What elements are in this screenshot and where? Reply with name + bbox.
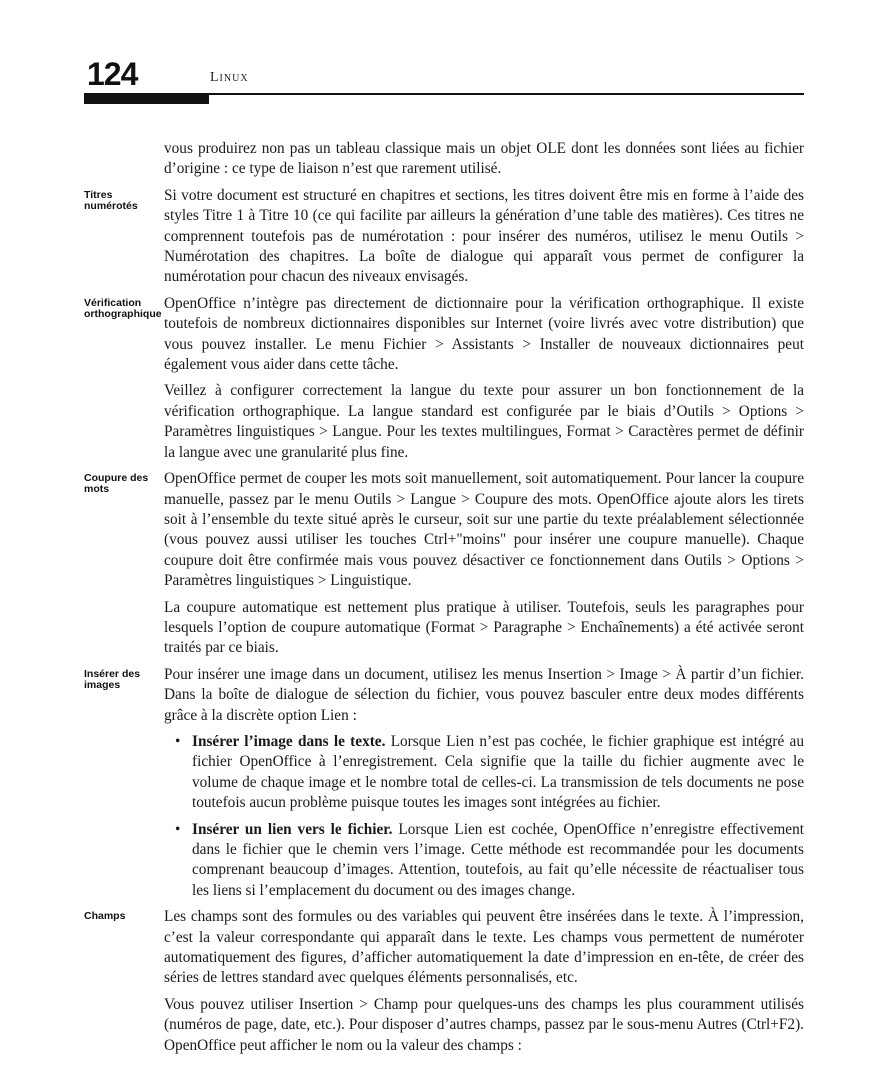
paragraph: Les champs sont des formules ou des variables qui peuvent être insérées dans le texte. À l’impression, c’est la valeur correspondante qui apparaît dans le texte. Les champs vous permettent de numéroter automatiquement des figures, d’afficher automatiquement la date d’impression en en-tête, de créer des séries de lettres standard avec quelques éléments personnalisés, etc. <box>164 908 804 987</box>
margin-note-champs: Champs <box>84 910 126 923</box>
block-champs <box>84 907 804 1056</box>
margin-note-verification: Vérification orthographique <box>84 296 162 320</box>
paragraph: vous produirez non pas un tableau classique mais un objet OLE dont les données sont liées au fichier d’origine : ce type de liaison n’est que rarement utilisé. <box>164 140 804 178</box>
margin-note-coupure: Coupure des mots <box>84 472 149 496</box>
block-inserer-des-images <box>84 665 804 901</box>
list-item <box>175 820 804 902</box>
paragraph: OpenOffice n’intègre pas directement de dictionnaire pour la vérification orthographique. Il existe toutefois de nombreux dictionnaires disponibles sur Internet (voire livrés avec votre distribution) que vous pouvez installer. Le menu Fichier > Assistants > Installer de nouveaux dictionnaires peut également vous aider dans cette tâche. <box>164 294 804 374</box>
bullet-list <box>164 732 804 901</box>
paragraph: Vous pouvez utiliser Insertion > Champ pour quelques-uns des champs les plus couramment utilisés (numéros de page, date, etc.). Pour disposer d’autres champs, passez par le sous-menu Autres (Ctrl+F2). OpenOffice peut afficher le nom ou la valeur des champs : <box>164 995 804 1054</box>
bullet-lead: Insérer l’image dans le texte. <box>192 732 386 750</box>
page-header <box>84 48 804 108</box>
paragraph: OpenOffice permet de couper les mots soit manuellement, soit automatiquement. Pour lancer la coupure manuelle, passez par le menu Outils > Langue > Coupure des mots. OpenOffice ajoute alors les tirets soit à l’ensemble du texte situé après le curseur, soit sur une partie du texte préalablement sélectionnée (vous pouvez aussi utiliser les touches Ctrl+"moins" pour insérer une coupure manuelle). Chaque coupure doit être confirmée mais vous pouvez désactiver ce fonctionnement dans Outils > Options > Paramètres linguistiques > Linguistique. <box>164 470 804 590</box>
bullet-icon: • <box>175 820 181 838</box>
bullet-text: Lorsque Lien n’est pas cochée, le fichier graphique est intégré au fichier OpenOffice à l’enregistrement. Cela signifie que la taille du fichier augmente avec le volume de chaque image et le nombre total de celles-ci. La transmission de tels documents ne pose toutefois aucun problème puisque toutes les images sont intégrées au fichier. <box>192 732 804 812</box>
list-item <box>175 732 804 814</box>
paragraph: Pour insérer une image dans un document, utilisez les menus Insertion > Image > À partir d’un fichier. Dans la boîte de dialogue de sélection du fichier, vous pouvez basculer entre deux modes différents grâce à la discrète option Lien : <box>164 665 804 724</box>
paragraph: Veillez à configurer correctement la langue du texte pour assurer un bon fonctionnement de la vérification orthographique. La langue standard est configurée par le biais d’Outils > Options > Paramètres linguistiques > Langue. Pour les textes multilingues, Format > Caractères permet de définir la langue avec une granularité plus fine. <box>164 382 804 461</box>
bullet-lead: Insérer un lien vers le fichier. <box>192 820 393 838</box>
margin-note-images: Insérer des images <box>84 667 141 691</box>
paragraph: La coupure automatique est nettement plus pratique à utiliser. Toutefois, seuls les paragraphes pour lesquels l’option de coupure automatique (Format > Paragraphe > Enchaînements) a été activée seront traités par ce biais. <box>164 598 804 657</box>
margin-note-titres-numerotes: Titres numérotés <box>84 188 138 212</box>
block-titres-numerotes <box>84 186 804 288</box>
block-coupure-des-mots <box>84 469 804 659</box>
page-body <box>84 139 804 1062</box>
block-verification-orthographique <box>84 294 804 463</box>
bullet-icon: • <box>175 732 181 750</box>
page-number: 124 <box>87 56 138 92</box>
paragraph: Si votre document est structuré en chapitres et sections, les titres doivent être mis en forme à l’aide des styles Titre 1 à Titre 10 (ce qui facilite par ailleurs la génération d’une table des matières). Ces titres ne comprennent toutefois pas de numérotation : pour insérer des numéros, utilisez le menu Outils > Numérotation des chapitres. La boîte de dialogue qui apparaît vous permet de configurer la numérotation pour chacun des niveaux envisagés. <box>164 186 804 286</box>
bullet-text: Lorsque Lien est cochée, OpenOffice n’enregistre effectivement dans le fichier que le chemin vers l’image. Cette méthode est recommandée pour les documents comprenant beaucoup d’images. Attention, toutefois, au fait qu’elle nécessite de réactualiser tous les liens si l’emplacement du document ou des images change. <box>192 820 804 899</box>
header-bar <box>84 95 209 104</box>
running-title: Linux <box>210 70 249 85</box>
block-intro <box>84 139 804 180</box>
